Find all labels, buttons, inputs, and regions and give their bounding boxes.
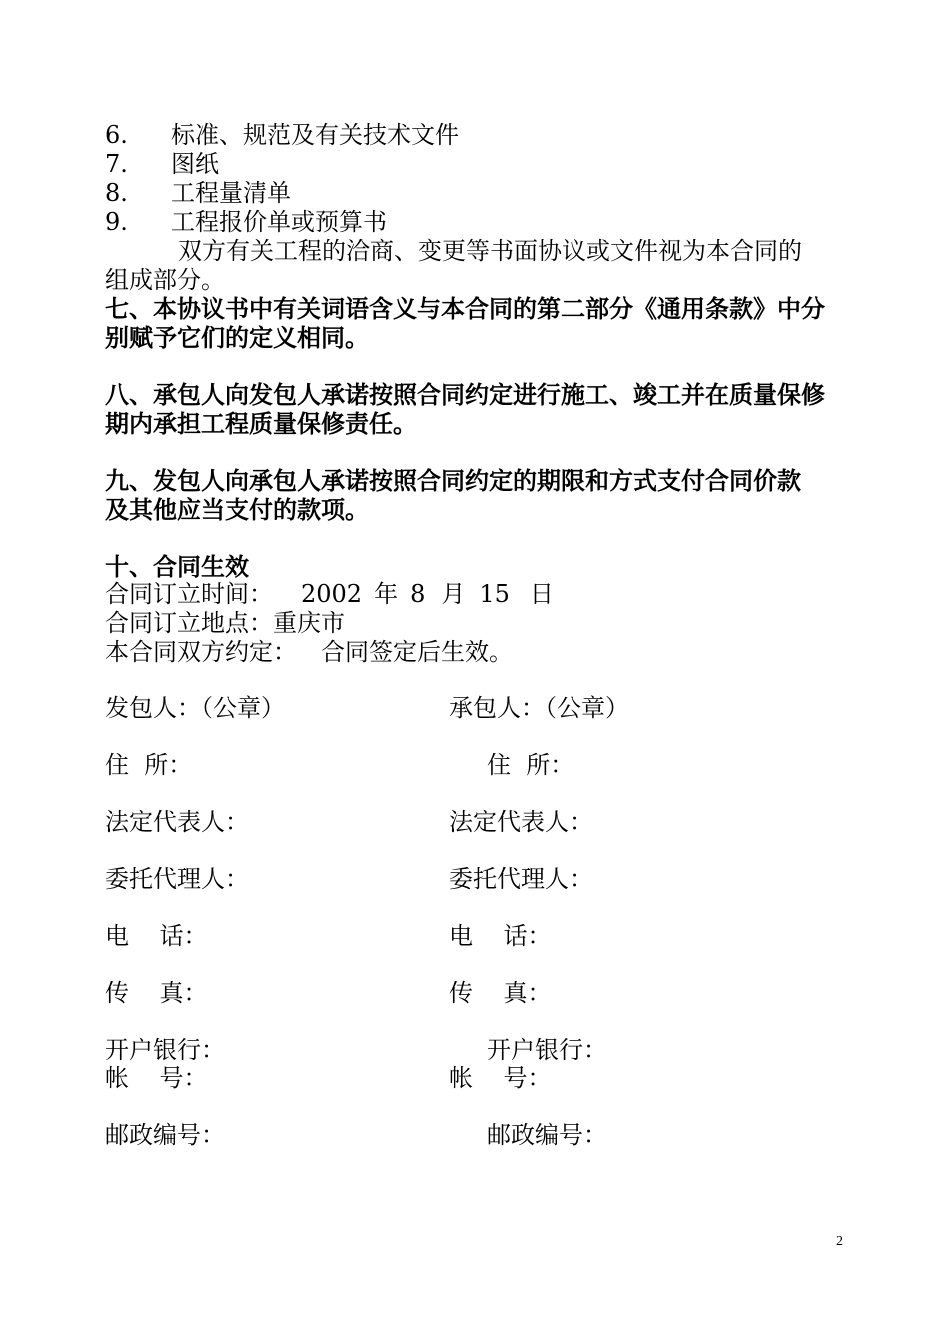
right-address: 住 所： (487, 751, 575, 779)
list-number: 8. (105, 179, 128, 207)
left-agent: 委托代理人： (105, 865, 249, 893)
right-party: 承包人：（公章） (449, 694, 629, 722)
right-legal-rep: 法定代表人： (449, 808, 593, 836)
clause-10-title: 十、合同生效 (105, 552, 249, 581)
left-bank: 开户银行： (105, 1036, 225, 1064)
right-bank: 开户银行： (487, 1036, 607, 1064)
left-address: 住 所： (105, 751, 193, 779)
list-number: 7. (105, 150, 128, 178)
left-account: 帐 号： (105, 1064, 208, 1092)
effect-label: 本合同双方约定： (105, 638, 297, 666)
left-phone: 电 话： (105, 922, 208, 950)
sign-date-day-unit: 日 (529, 580, 554, 608)
list-text: 工程报价单或预算书 (171, 208, 387, 236)
right-fax: 传 真： (449, 979, 552, 1007)
clause-7-line1: 七、本协议书中有关词语含义与本合同的第二部分《通用条款》中分 (105, 294, 825, 323)
page-number: 2 (836, 1234, 843, 1249)
left-legal-rep: 法定代表人： (105, 808, 249, 836)
right-agent: 委托代理人： (449, 865, 593, 893)
sign-date-month: 8 (410, 580, 426, 608)
list-item (105, 150, 219, 178)
list-number: 9. (105, 208, 128, 236)
clause-8-line2: 期内承担工程质量保修责任。 (105, 409, 417, 438)
list-text: 图纸 (171, 150, 219, 178)
list-text: 工程量清单 (171, 179, 291, 207)
clause-9-line1: 九、发包人向承包人承诺按照合同约定的期限和方式支付合同价款 (105, 466, 801, 495)
sign-date-line (105, 580, 554, 608)
clause-9-line2: 及其他应当支付的款项。 (105, 495, 369, 524)
sign-date-day: 15 (479, 580, 510, 608)
sign-date-year-unit: 年 (374, 580, 399, 608)
list-item (105, 208, 387, 236)
list-number: 6. (105, 121, 128, 149)
sign-date-year: 2002 (301, 580, 363, 608)
left-party: 发包人：（公章） (105, 694, 285, 722)
right-postcode: 邮政编号： (487, 1121, 607, 1149)
intro-paragraph-line2: 组成部分。 (105, 266, 225, 294)
effect-text: 合同签定后生效。 (321, 638, 513, 666)
left-fax: 传 真： (105, 979, 208, 1007)
clause-8-line1: 八、承包人向发包人承诺按照合同约定进行施工、竣工并在质量保修 (105, 380, 825, 409)
sign-date-label: 合同订立时间： (105, 580, 273, 608)
list-item (105, 179, 291, 207)
intro-paragraph-line1: 双方有关工程的洽商、变更等书面协议或文件视为本合同的 (178, 237, 802, 265)
right-account: 帐 号： (449, 1064, 552, 1092)
left-postcode: 邮政编号： (105, 1121, 225, 1149)
sign-date-month-unit: 月 (441, 580, 466, 608)
list-item (105, 121, 459, 149)
right-phone: 电 话： (449, 922, 552, 950)
effect-line (105, 638, 513, 666)
list-text: 标准、规范及有关技术文件 (171, 121, 459, 149)
sign-place: 合同订立地点：重庆市 (105, 609, 345, 637)
clause-7-line2: 别赋予它们的定义相同。 (105, 323, 369, 352)
